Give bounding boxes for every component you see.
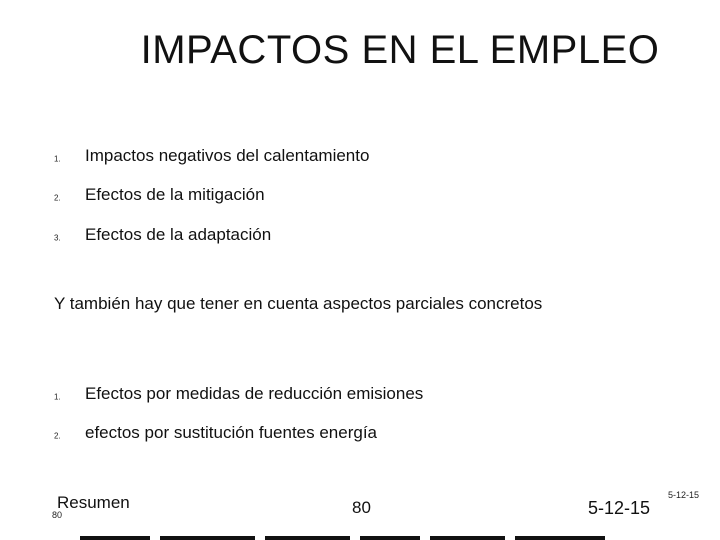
list-number: 3. (54, 233, 61, 243)
list-item (54, 414, 423, 454)
note-text: Y también hay que tener en cuenta aspectos parciales concretos (54, 294, 543, 313)
footer-date: 5-12-15 (588, 498, 651, 518)
footer-page-number: 80 (352, 498, 371, 517)
list-item (54, 136, 369, 176)
list-number: 1. (54, 154, 61, 164)
footer-small-page-number: 80 (52, 510, 63, 520)
primary-list (54, 136, 369, 255)
list-number: 2. (54, 431, 61, 441)
list-number: 1. (54, 392, 61, 402)
list-item-text: Efectos de la mitigación (85, 185, 265, 205)
slide-title: IMPACTOS EN EL EMPLEO (140, 28, 660, 72)
footer-small-date: 5-12-15 (668, 490, 700, 500)
list-item (54, 374, 423, 414)
list-item-text: Efectos de la adaptación (85, 224, 272, 244)
cut-off-text-line (80, 532, 620, 540)
list-item (54, 215, 369, 255)
footer-label: Resumen (57, 493, 130, 512)
list-item-text: Impactos negativos del calentamiento (85, 145, 370, 165)
list-item-text: Efectos por medidas de reducción emisiones (85, 383, 424, 403)
list-item (54, 176, 369, 216)
list-item-text: efectos por sustitución fuentes energía (85, 423, 378, 443)
list-number: 2. (54, 193, 61, 203)
secondary-list (54, 374, 423, 453)
